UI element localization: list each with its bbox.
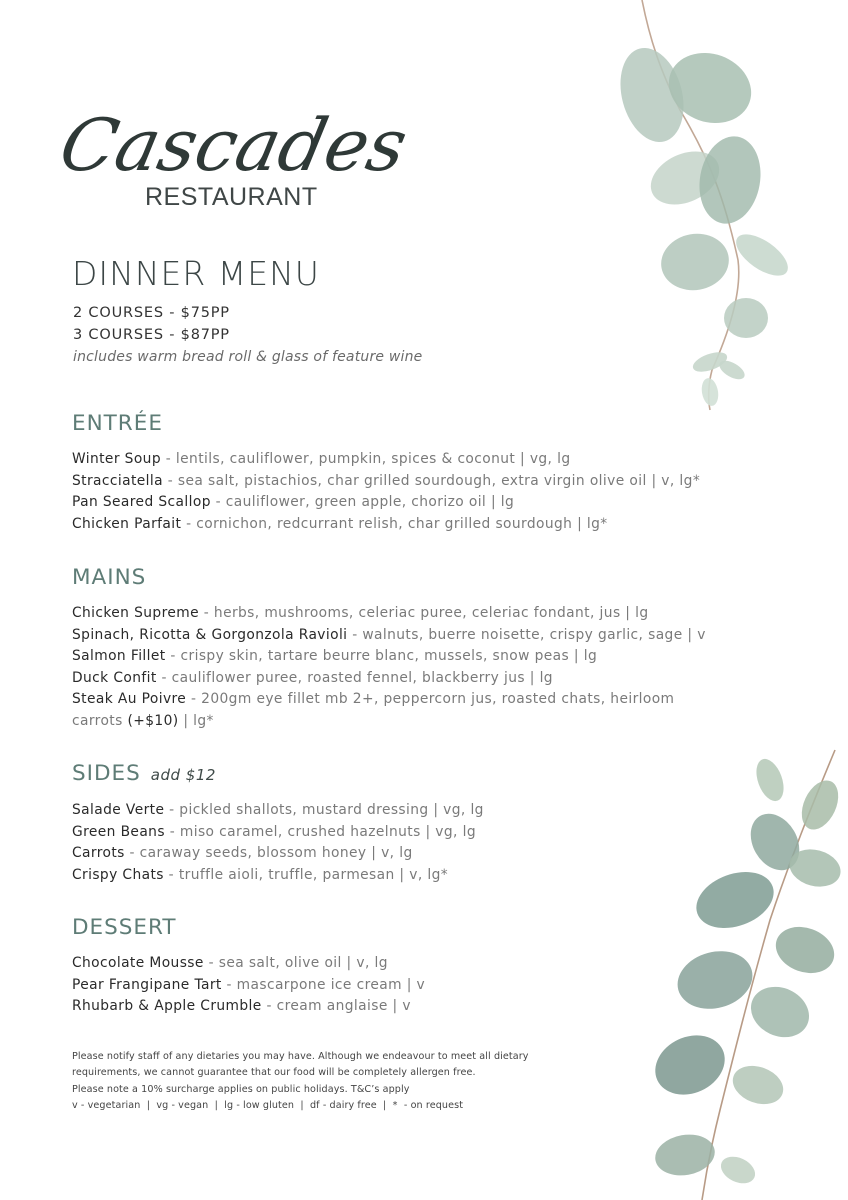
section-title [72,760,732,789]
item-desc: - cauliflower, green apple, chorizo oil | lg [210,494,515,510]
menu-item [72,646,732,668]
item-desc: - mascarpone ice cream | v [221,976,426,993]
section-title: ENTRÉE [72,411,163,436]
page-title: DINNER MENU [72,254,320,293]
eucalyptus-top-icon [600,0,848,420]
item-name: Green Beans [72,823,165,840]
price-two-courses: 2 COURSES - $75PP [73,305,230,321]
section-mains [72,564,732,732]
item-name: Duck Confit [72,669,157,686]
item-desc: - herbs, mushrooms, celeriac puree, celeriac fondant, jus | lg [198,605,649,621]
menu-item [72,492,732,514]
menu-item [72,975,732,997]
menu-item [72,625,732,647]
price-three-courses: 3 COURSES - $87PP [73,327,230,343]
cascades-script-logo [52,78,415,196]
item-desc: - truffle aioli, truffle, parmesan | v, lg* [163,866,449,883]
item-desc: - walnuts, buerre noisette, crispy garlic, sage | v [347,626,706,643]
section-title: DESSERT [72,915,177,940]
section-title-text: SIDES [72,761,141,786]
item-name: Stracciatella [72,472,163,489]
section-entree [72,410,732,535]
item-desc: - cauliflower puree, roasted fennel, blackberry jus | lg [156,669,553,686]
item-name: Carrots [72,845,125,861]
menu-item [72,668,732,690]
section-sides [72,760,732,886]
menu-item [72,822,732,844]
item-desc: - miso caramel, crushed hazelnuts | vg, lg [164,823,476,840]
menu-item [72,471,732,493]
menu-item [72,953,732,975]
item-desc: - caraway seeds, blossom honey | v, lg [124,845,413,861]
item-desc: - sea salt, olive oil | v, lg [203,955,388,971]
menu-item [72,800,732,822]
footer-line: Please note a 10% surcharge applies on public holidays. T&C’s apply [72,1083,410,1095]
item-desc: - cream anglaise | v [261,998,411,1014]
menu-item [72,449,732,471]
dietary-legend: v - vegetarian | vg - vegan | lg - low gluten | df - dairy free | * - on request [72,1100,464,1112]
item-name: Pan Seared Scallop [72,494,211,510]
menu-item [72,514,732,536]
item-desc: - sea salt, pistachios, char grilled sourdough, extra virgin olive oil | v, lg* [162,472,701,489]
item-name: Crispy Chats [72,866,164,883]
item-name: Rhubarb & Apple Crumble [72,998,262,1014]
item-desc: - 200gm eye fillet mb 2+, peppercorn jus, roasted chats, heirloom carrots [72,691,675,729]
pricing-note: includes warm bread roll & glass of feature wine [73,349,423,365]
item-surcharge: (+$10) [127,712,179,729]
item-desc: - cornichon, redcurrant relish, char grilled sourdough | lg* [181,515,608,532]
menu-item [72,996,732,1018]
item-dietary: | lg* [178,712,214,729]
footer-line: Please notify staff of any dietaries you may have. Although we endeavour to meet all dietary [72,1051,529,1062]
dietary-footer [72,1049,542,1115]
menu-item [72,843,732,865]
item-name: Chocolate Mousse [72,955,204,971]
section-subtitle: add $12 [150,766,216,784]
item-name: Winter Soup [72,451,161,467]
menu-item [72,689,692,732]
footer-line: requirements, we cannot guarantee that our food will be completely allergen free. [72,1067,476,1079]
item-name: Chicken Supreme [72,605,199,621]
item-name: Salade Verte [72,802,165,818]
item-name: Salmon Fillet [72,648,166,664]
item-name: Chicken Parfait [72,515,182,532]
section-dessert [72,914,732,1018]
item-name: Spinach, Ricotta & Gorgonzola Ravioli [72,626,348,643]
item-desc: - pickled shallots, mustard dressing | vg, lg [164,802,484,818]
section-title: MAINS [72,565,147,590]
restaurant-wordmark: RESTAURANT [145,183,318,211]
menu-item [72,865,732,887]
item-name: Pear Frangipane Tart [72,976,222,993]
logo-script-text: Cascades [52,103,415,188]
item-desc: - crispy skin, tartare beurre blanc, mussels, snow peas | lg [165,648,598,664]
menu-item [72,603,732,625]
item-name: Steak Au Poivre [72,691,187,707]
item-desc: - lentils, cauliflower, pumpkin, spices & coconut | vg, lg [160,451,571,467]
